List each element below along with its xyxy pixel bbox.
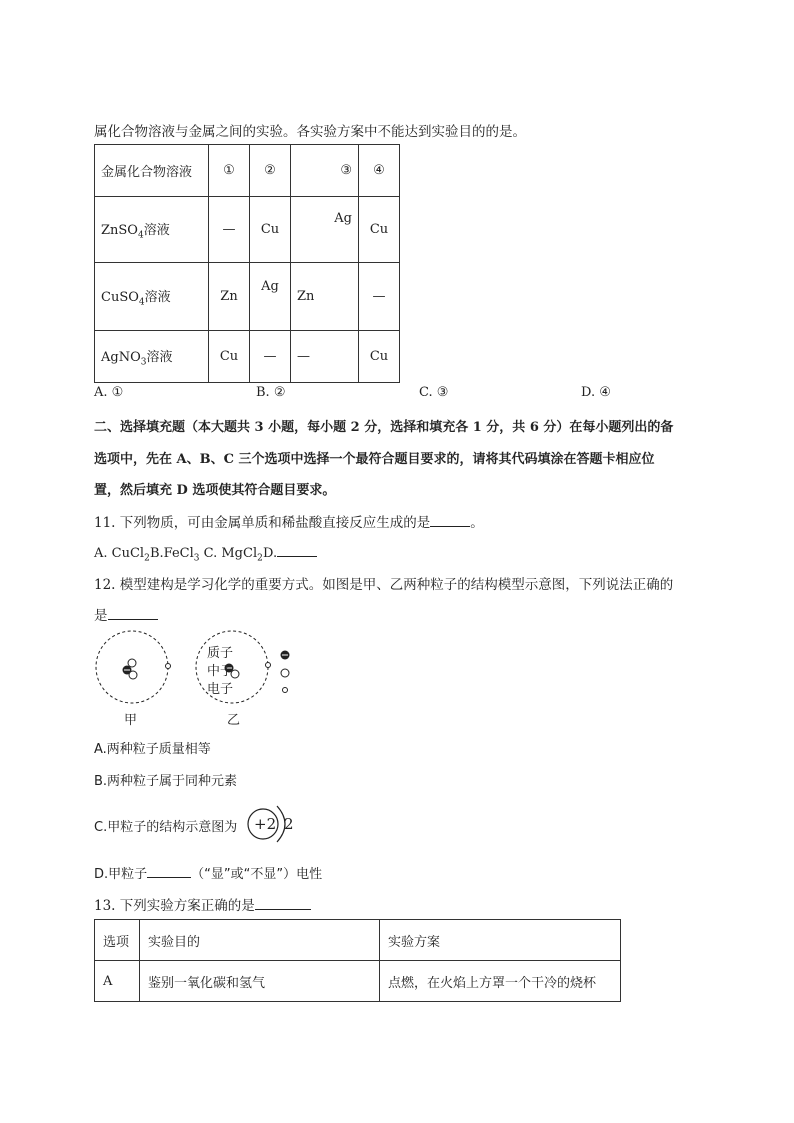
nucleus-charge: +2 xyxy=(254,815,277,833)
answer-blank xyxy=(277,542,317,557)
header-cell: 选项 xyxy=(95,920,140,961)
header-cell: 实验目的 xyxy=(140,920,380,961)
q12-option-b: B.两种粒子属于同种元素 xyxy=(94,774,238,789)
table-cell: Zn xyxy=(291,263,359,331)
table-cell: Ag xyxy=(291,197,359,263)
q11-stem-text: 11. 下列物质，可由金属单质和稀盐酸直接反应生成的是 xyxy=(94,515,431,531)
answer-blank xyxy=(255,895,311,910)
diagram-legend xyxy=(207,645,233,699)
q11-stem xyxy=(94,511,484,531)
table-row xyxy=(95,961,621,1002)
table-cell: Zn xyxy=(209,263,250,331)
metal-solution-table xyxy=(94,144,400,383)
electron-icon xyxy=(166,664,171,669)
header-cell: ③ xyxy=(291,145,359,197)
table-cell: — xyxy=(359,263,400,331)
q13-stem-text: 13. 下列实验方案正确的是 xyxy=(94,898,255,914)
q11-option-a: A. CuCl xyxy=(94,546,145,561)
table-row xyxy=(95,197,400,263)
section2-line2: 选项中，先在 A、B、C 三个选项中选择一个最符合题目要求的，请将其代码填涂在答题卡相应位 xyxy=(94,452,655,467)
q12-option-a: A.两种粒子质量相等 xyxy=(94,742,211,757)
subscript: 3 xyxy=(193,553,200,564)
section2-line1: 二、选择填充题（本大题共 3 小题，每小题 2 分，选择和填充各 1 分，共 6 分）在每小题列出的备 xyxy=(94,420,674,435)
table-cell: A xyxy=(95,961,140,1002)
answer-blank xyxy=(108,605,158,620)
table-cell: 鉴别一氧化碳和氢气 xyxy=(140,961,380,1002)
table-header-row xyxy=(95,920,621,961)
table-cell: — xyxy=(250,331,291,383)
table-cell: Cu xyxy=(250,197,291,263)
legend-neutron-label: 中子 xyxy=(207,664,234,679)
row-label: CuSO$_4$溶液 xyxy=(95,263,209,331)
table-cell: Cu xyxy=(359,331,400,383)
header-cell: 金属化合物溶液 xyxy=(95,145,209,197)
row-label: AgNO$_3$溶液 xyxy=(95,331,209,383)
q12-option-d-hint: （“显”或“不显”）电性 xyxy=(191,867,323,882)
q12-option-d xyxy=(94,863,322,882)
header-cell: 实验方案 xyxy=(380,920,621,961)
q13-stem xyxy=(94,894,311,914)
q10-option-b: B. ② xyxy=(256,385,286,400)
table-cell: Cu xyxy=(359,197,400,263)
answer-blank xyxy=(147,863,191,878)
legend-electron-icon xyxy=(283,688,288,693)
shell-electrons: 2 xyxy=(284,815,294,833)
experiment-plan-table xyxy=(94,919,621,1002)
table-cell: Cu xyxy=(209,331,250,383)
subscript: 2 xyxy=(257,553,263,564)
legend-electron-label: 电子 xyxy=(207,682,234,697)
q11-options xyxy=(94,542,317,564)
legend-neutron-icon xyxy=(281,669,289,677)
q11-option-c: C. MgCl xyxy=(203,546,258,561)
table-cell: Ag xyxy=(250,263,291,331)
electron-icon xyxy=(266,663,271,668)
q10-option-a: A. ① xyxy=(94,385,124,400)
legend-proton-label: 质子 xyxy=(207,646,234,661)
table-cell: — xyxy=(209,197,250,263)
table-row xyxy=(95,263,400,331)
table-header-row xyxy=(95,145,400,197)
q12-stem-line2 xyxy=(94,604,158,624)
q11-option-b: B.FeCl xyxy=(149,546,194,561)
neutron-icon xyxy=(128,659,136,667)
q12-option-c: C.甲粒子的结构示意图为 xyxy=(94,820,238,835)
section2-line3: 置，然后填充 D 选项使其符合题目要求。 xyxy=(94,483,336,498)
header-cell: ④ xyxy=(359,145,400,197)
intro-line: 属化合物溶液与金属之间的实验。各实验方案中不能达到实验目的的是。 xyxy=(94,124,526,140)
answer-blank xyxy=(430,512,470,527)
q12-stem-line2-text: 是 xyxy=(94,608,108,624)
subscript: 2 xyxy=(144,553,150,564)
q12-option-d-text: D.甲粒子 xyxy=(94,867,148,882)
label-jia: 甲 xyxy=(124,713,138,728)
q11-option-d: D. xyxy=(263,546,278,561)
table-row xyxy=(95,331,400,383)
table-cell: 点燃，在火焰上方罩一个干冷的烧杯 xyxy=(380,961,621,1002)
header-cell: ① xyxy=(209,145,250,197)
header-cell: ② xyxy=(250,145,291,197)
table-cell: — xyxy=(291,331,359,383)
q12-stem-line1: 12. 模型建构是学习化学的重要方式。如图是甲、乙两种粒子的结构模型示意图，下列说法正确的 xyxy=(94,577,674,593)
q10-option-c: C. ③ xyxy=(419,385,449,400)
q11-stem-end: 。 xyxy=(470,515,484,531)
label-yi: 乙 xyxy=(227,713,241,728)
row-label: ZnSO$_4$溶液 xyxy=(95,197,209,263)
neutron-icon xyxy=(129,671,137,679)
q10-option-d: D. ④ xyxy=(581,385,611,400)
